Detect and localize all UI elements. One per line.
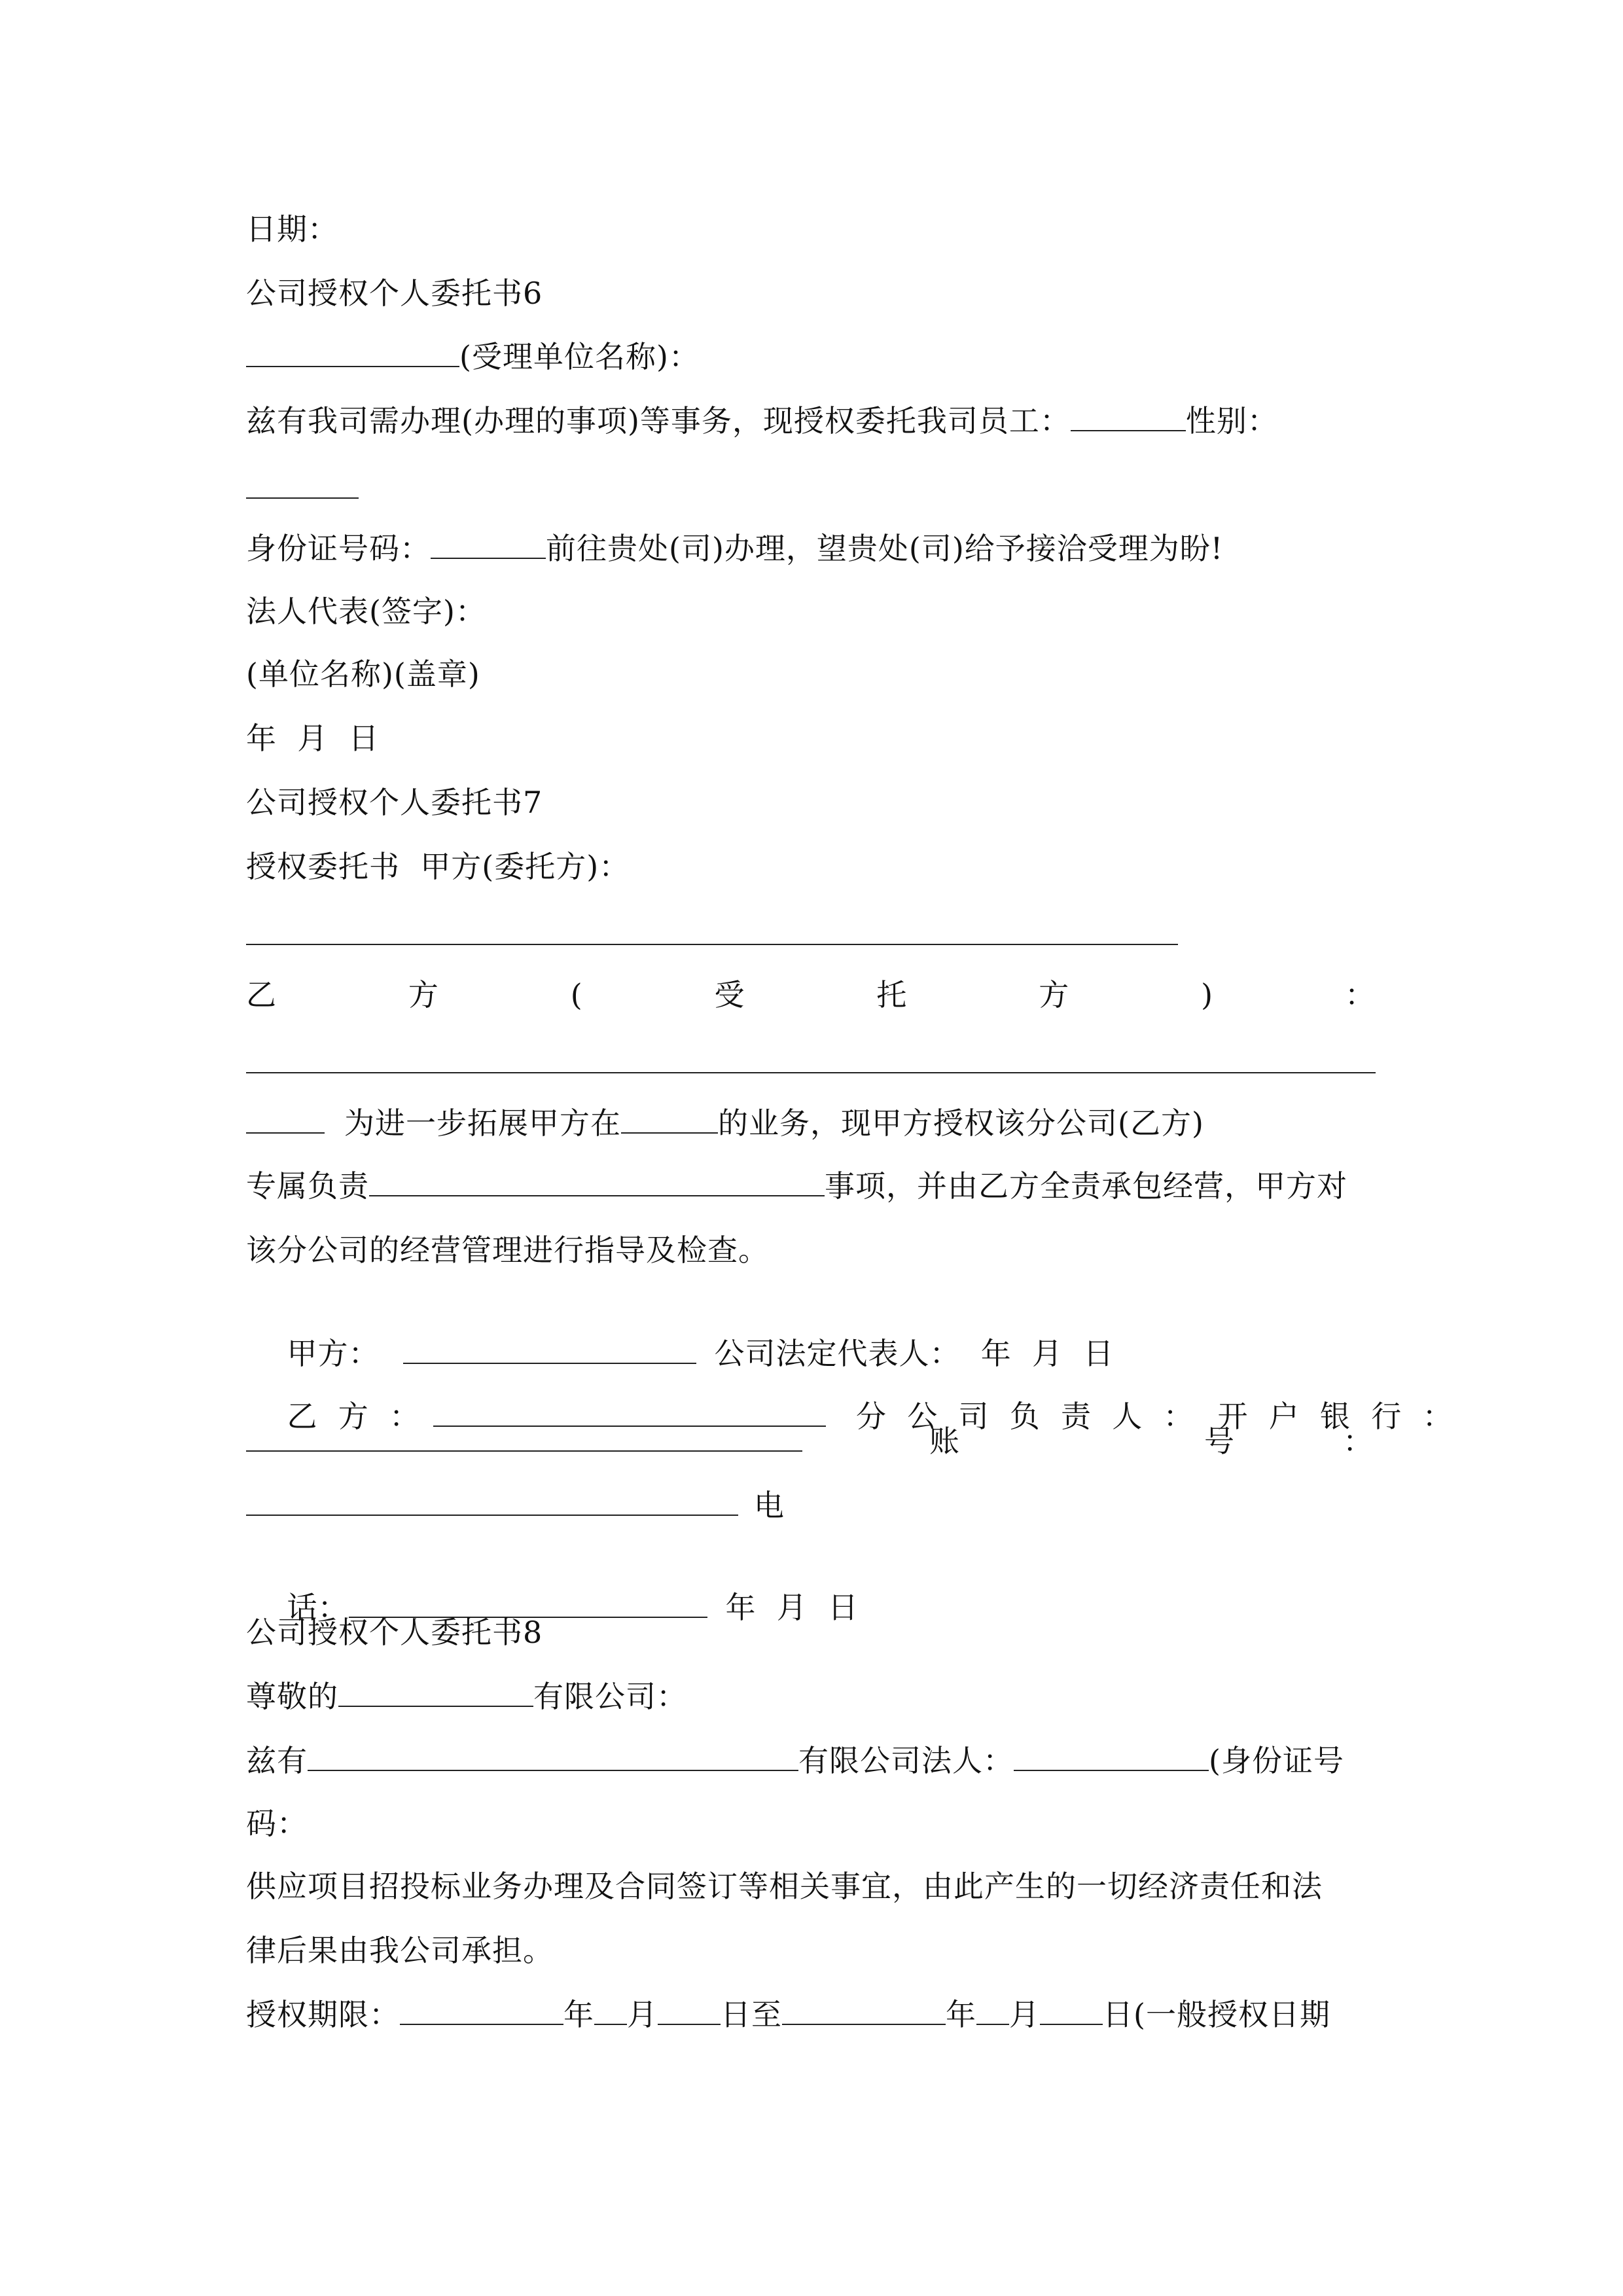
legal-rep-label: 公司法定代表人： 年 月 日: [714, 1336, 1115, 1371]
party-b-char: 方: [1039, 977, 1070, 1013]
gender-label: 性别：: [1185, 403, 1278, 439]
party-b-line: [246, 975, 1376, 1014]
body-line-1: 供应项目招投标业务办理及合同签订等相关事宜，由此产生的一切经济责任和法: [246, 1869, 1323, 1904]
section-6-heading: 公司授权个人委托书6: [246, 276, 543, 311]
blank-field: [246, 944, 1178, 945]
body-text: 兹有我司需办理(办理的事项)等事务，现授权委托我司员工：: [246, 403, 1071, 439]
id-label: 身份证号码：: [246, 531, 431, 566]
account-line: [246, 1422, 1376, 1461]
body-text: 有限公司法人：: [798, 1743, 1014, 1778]
party-b-char: 乙: [246, 977, 277, 1013]
telephone-label: 话：: [287, 1590, 349, 1625]
blank-field: [308, 1741, 798, 1771]
branch-head-label: 分 公 司 负 责 人 ：: [856, 1399, 1194, 1434]
month-label: 月: [1009, 1997, 1040, 2032]
party-b-char: (: [570, 977, 583, 1013]
blank-field: [246, 497, 359, 499]
paragraph-line-1: [246, 1103, 1204, 1143]
body-text: 兹有: [246, 1743, 308, 1778]
blank-field: [976, 1995, 1009, 2025]
paragraph-line-3: 该分公司的经营管理进行指导及检查。: [246, 1232, 769, 1268]
blank-field: [246, 1486, 738, 1516]
section-6-body-line: [246, 401, 1278, 440]
telephone-line-1: [246, 1486, 785, 1525]
addressee-text: (受理单位名称)：: [459, 339, 700, 374]
addressee-line: [246, 337, 700, 376]
paragraph-line-2: [246, 1166, 1347, 1206]
blank-field: [400, 1995, 563, 2025]
party-b-char: ：: [1344, 977, 1376, 1013]
section-7-heading: 公司授权个人委托书7: [246, 785, 543, 820]
account-char: 号: [1204, 1424, 1235, 1459]
hereby-line-2: 码：: [246, 1806, 308, 1841]
id-number-line: [246, 529, 1223, 568]
body-text: 事项，并由乙方全责承包经营，甲方对: [825, 1168, 1347, 1204]
date-ymd: 年 月 日: [725, 1590, 859, 1625]
section-8-heading: 公司授权个人委托书8: [246, 1615, 543, 1650]
blank-field: [246, 337, 459, 367]
party-b-char: ): [1201, 977, 1214, 1013]
dear-text: 尊敬的: [246, 1679, 338, 1714]
blank-field: [621, 1103, 718, 1134]
blank-field: [246, 1072, 1376, 1073]
party-a-label: 甲方：: [287, 1336, 380, 1371]
dear-text: 有限公司：: [533, 1679, 687, 1714]
telephone-label: 电: [754, 1488, 785, 1523]
blank-field: [1014, 1741, 1209, 1771]
day-label: 日(一般授权日期: [1103, 1997, 1330, 2032]
blank-field: [1071, 401, 1186, 431]
blank-field: [369, 1166, 825, 1196]
day-label: 日至: [721, 1997, 782, 2032]
blank-field: [594, 1995, 627, 2025]
month-label: 月: [627, 1997, 658, 2032]
blank-field: [246, 1422, 802, 1452]
body-line-2: 律后果由我公司承担。: [246, 1933, 554, 1968]
blank-field: [1040, 1995, 1103, 2025]
account-char: 账: [929, 1424, 960, 1459]
account-char: ：: [1343, 1424, 1374, 1459]
legal-rep-signature: 法人代表(签字)：: [246, 594, 486, 629]
bank-label: 开 户 银 行 ：: [1217, 1399, 1454, 1434]
hereby-line: [246, 1741, 1344, 1780]
body-text: 为进一步拓展甲方在: [344, 1105, 621, 1141]
blank-field: [658, 1995, 721, 2025]
id-tail-text: 前往贵处(司)办理，望贵处(司)给予接洽受理为盼!: [546, 531, 1224, 566]
date-label: 日期：: [246, 211, 338, 247]
body-text: (身份证号: [1209, 1743, 1344, 1778]
body-text: 的业务，现甲方授权该分公司(乙方): [718, 1105, 1204, 1141]
blank-field: [246, 1103, 325, 1134]
period-label: 授权期限：: [246, 1997, 400, 2032]
date-ymd: 年 月 日: [246, 721, 380, 756]
period-line: [246, 1995, 1330, 2034]
party-b-char: 受: [714, 977, 745, 1013]
year-label: 年: [563, 1997, 594, 2032]
party-b-char: 方: [408, 977, 439, 1013]
blank-field: [782, 1995, 946, 2025]
party-b-char: 托: [876, 977, 908, 1013]
blank-field: [338, 1677, 533, 1707]
year-label: 年: [946, 1997, 976, 2032]
unit-seal: (单位名称)(盖章): [246, 656, 480, 692]
party-a-line: 授权委托书 甲方(委托方)：: [246, 849, 630, 884]
dear-line: [246, 1677, 687, 1716]
party-b-label: 乙 方 ：: [287, 1399, 420, 1434]
body-text: 专属负责: [246, 1168, 369, 1204]
blank-field: [431, 529, 546, 559]
